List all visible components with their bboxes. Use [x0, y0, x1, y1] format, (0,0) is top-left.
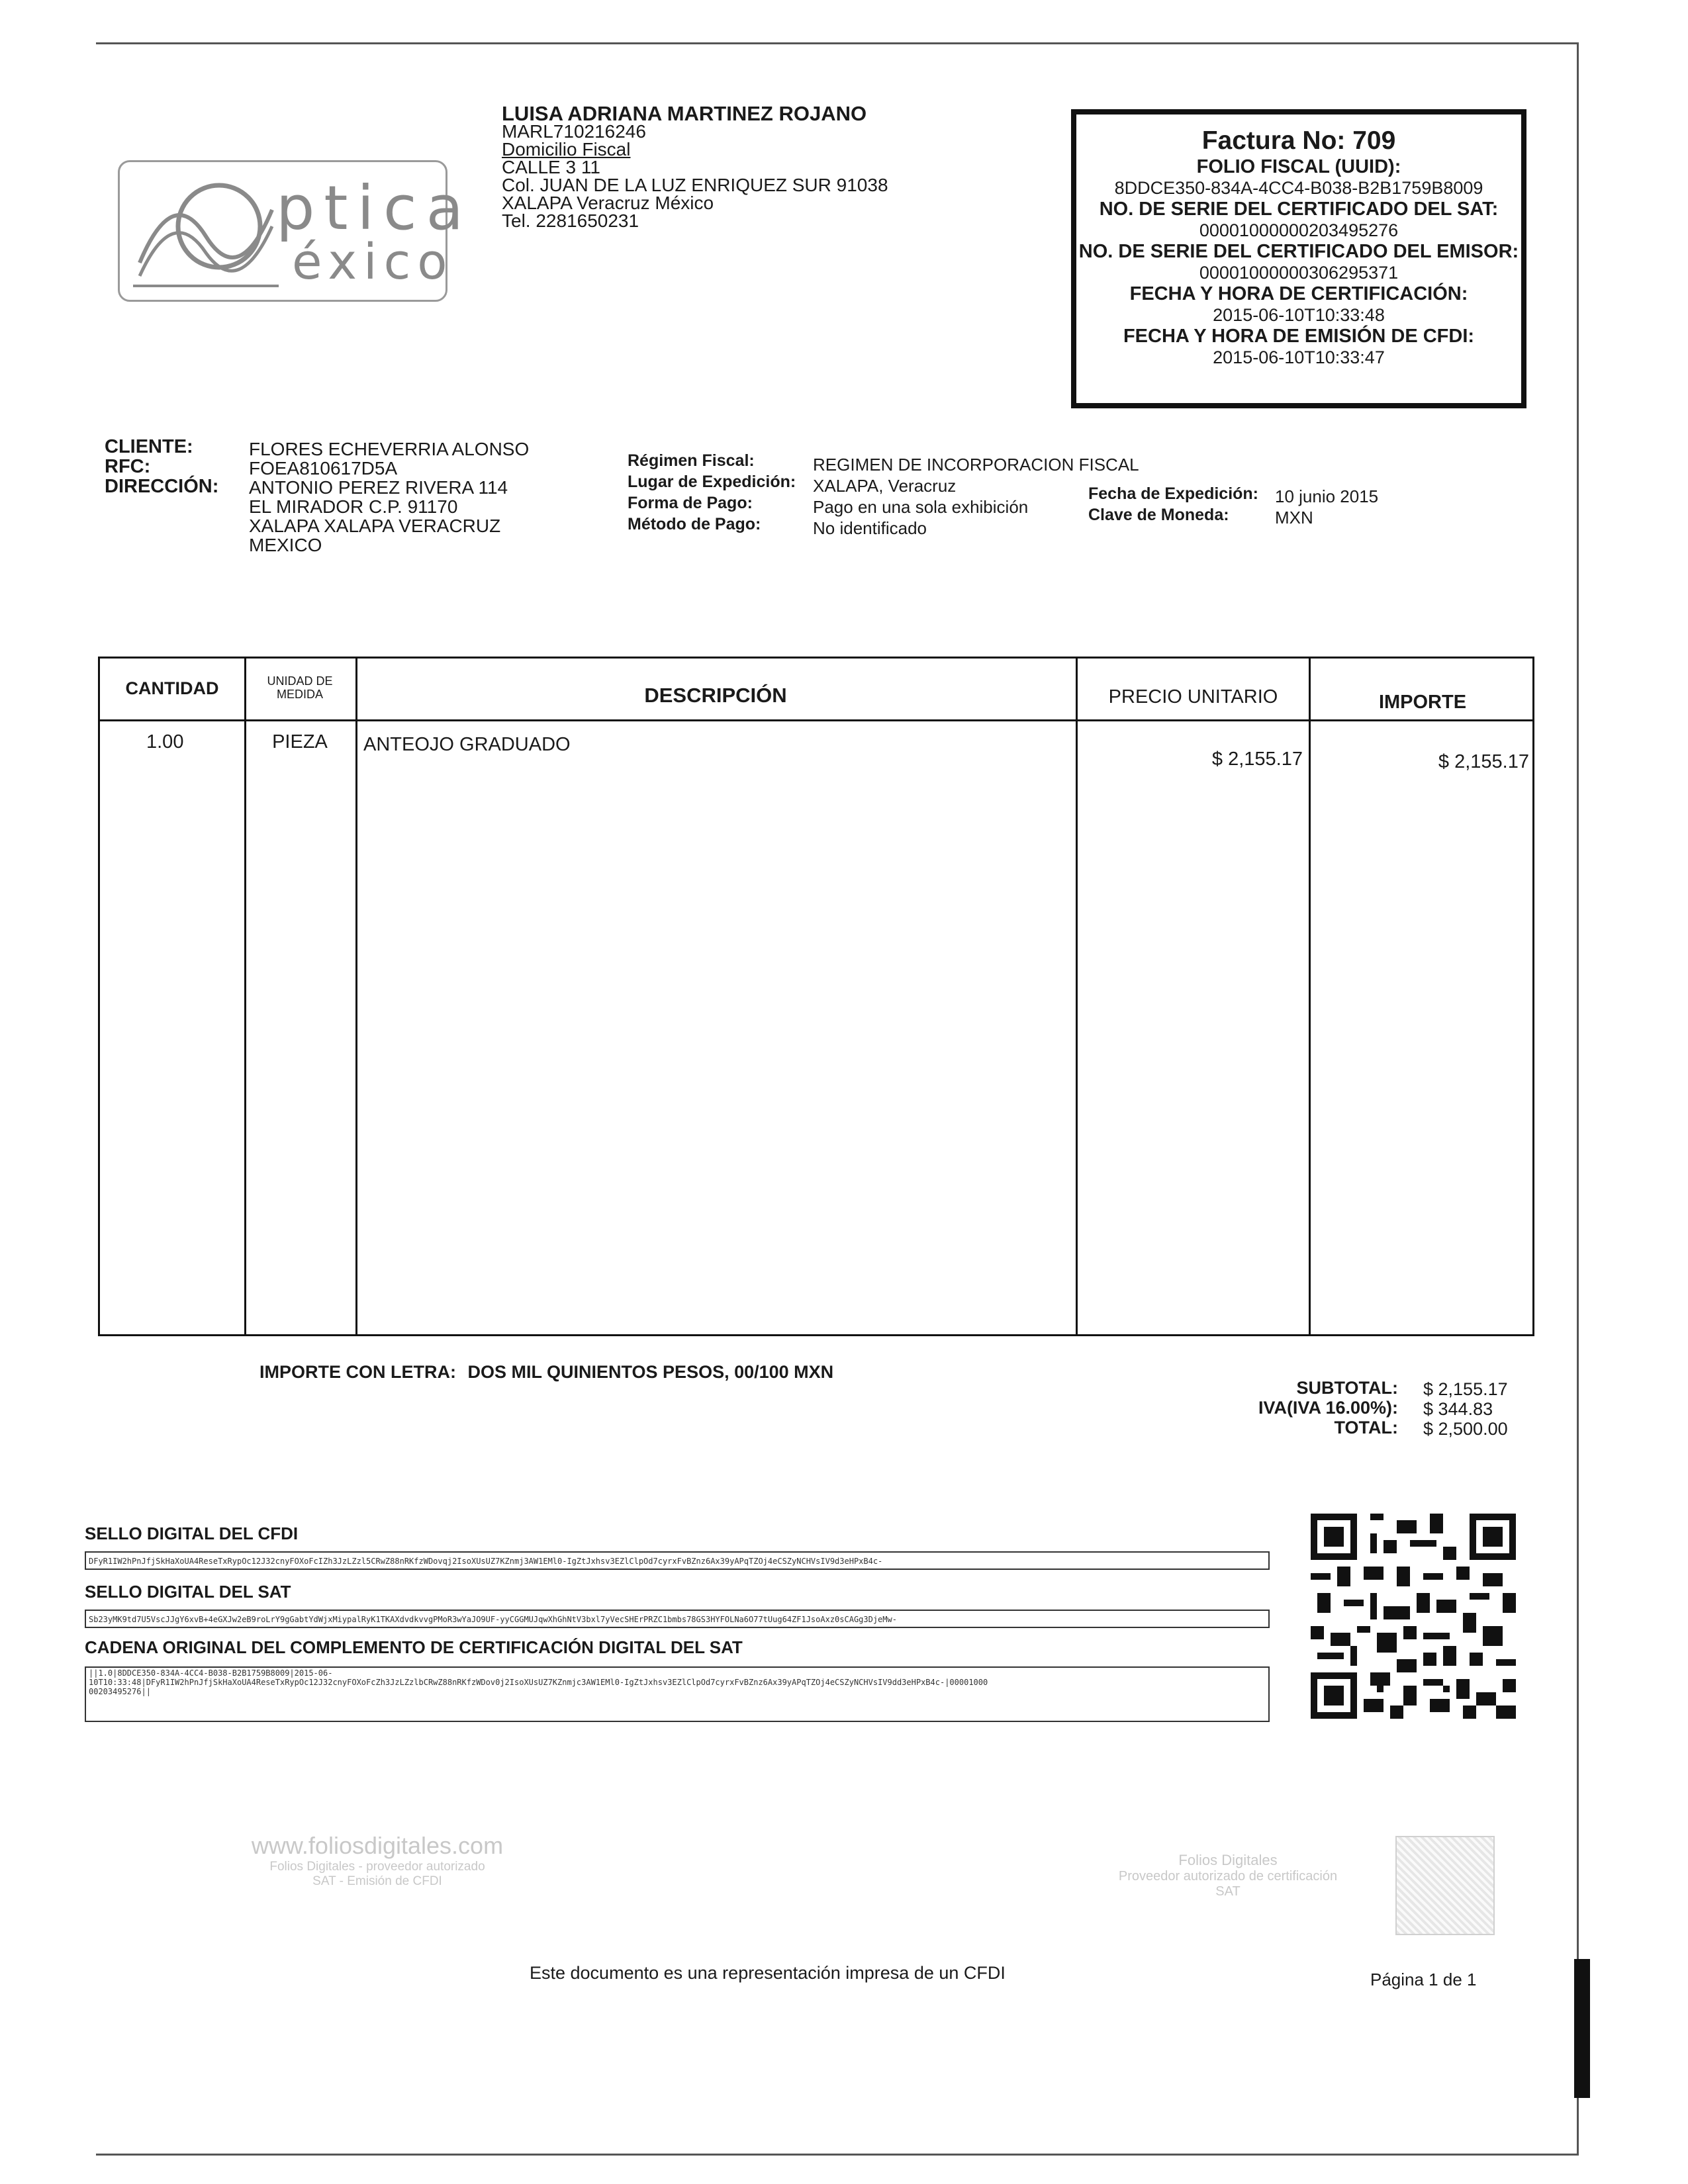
subtotal-value: $ 2,155.17: [1423, 1379, 1508, 1399]
fecha-expedicion-label: Fecha de Expedición:: [1088, 484, 1259, 503]
importe-letra-label: IMPORTE CON LETRA:: [259, 1362, 456, 1382]
iva-value: $ 344.83: [1423, 1399, 1493, 1419]
lugar-value: XALAPA, Veracruz: [813, 476, 957, 496]
optica-mexico-logo-icon: [126, 163, 285, 296]
watermark-left-line2: Folios Digitales - proveedor autorizado: [269, 1860, 485, 1874]
cliente-label: CLIENTE:: [105, 436, 193, 457]
metodo-label: Método de Pago:: [628, 515, 761, 533]
watermark-stamp-icon: [1395, 1836, 1495, 1935]
provider-watermark-left: [205, 1832, 549, 1889]
forma-value: Pago en una sola exhibición: [813, 497, 1029, 517]
table-header-divider: [100, 719, 1532, 721]
watermark-left-line3: SAT - Emisión de CFDI: [312, 1874, 442, 1888]
row-1-unidad: PIEZA: [272, 731, 328, 752]
fiscal-info-box: [1071, 109, 1526, 408]
meta-values-right: [1275, 486, 1378, 528]
folio-fiscal-label: FOLIO FISCAL (UUID):: [1196, 156, 1401, 177]
regimen-value: REGIMEN DE INCORPORACION FISCAL: [813, 455, 1139, 475]
header-unidad-line1: UNIDAD DE: [267, 674, 333, 688]
emitter-address-3: XALAPA Veracruz México: [502, 193, 714, 213]
watermark-right-line2: Proveedor autorizado de certificación: [1118, 1869, 1338, 1884]
col-divider-1: [244, 659, 246, 1334]
logo-text-optica: ptica: [276, 173, 473, 244]
rfc-label: RFC:: [105, 456, 151, 477]
watermark-left-line1: www.foliosdigitales.com: [251, 1832, 504, 1859]
forma-label: Forma de Pago:: [628, 494, 753, 512]
importe-letra-value: DOS MIL QUINIENTOS PESOS, 00/100 MXN: [467, 1362, 834, 1382]
client-address-3: XALAPA XALAPA VERACRUZ: [249, 516, 501, 536]
header-cantidad: CANTIDAD: [125, 678, 219, 698]
iva-label: IVA(IVA 16.00%):: [1258, 1398, 1398, 1418]
meta-labels-right: [1088, 483, 1258, 525]
row-1-precio: $ 2,155.17: [1211, 749, 1303, 770]
row-1-descripcion: ANTEOJO GRADUADO: [363, 734, 571, 755]
emitter-domicilio-label: Domicilio Fiscal: [502, 139, 631, 159]
watermark-right-line1: Folios Digitales: [1178, 1852, 1278, 1868]
items-table: [98, 657, 1534, 1336]
client-address-2: EL MIRADOR C.P. 91170: [249, 496, 458, 517]
client-address-1: ANTONIO PEREZ RIVERA 114: [249, 477, 508, 498]
sello-cfdi-value: DFyR1IW2hPnJfjSkHaXoUA4ReseTxRypOc12J32cnyFOXoFcIZh3JzLZzl5CRwZ88nRKfzWDovqj2IsoXUsUZ7KZnmj3AW1EMl0-IgZtJxhsv3EZlClpOd7cyrxFvBZnz6Ax39yAPqTZOj4eCSZyNCHVsIV9d3eHPxB4c-: [85, 1551, 1270, 1570]
subtotal-label: SUBTOTAL:: [1296, 1378, 1398, 1398]
row-1-importe: $ 2,155.17: [1438, 751, 1529, 772]
cadena-line-1: ||1.0|8DDCE350-834A-4CC4-B038-B2B1759B8009|2015-06-: [89, 1668, 333, 1678]
top-rule: [96, 42, 1579, 44]
row-1-cantidad: 1.00: [146, 731, 184, 752]
total-value: $ 2,500.00: [1423, 1419, 1508, 1439]
client-name: FLORES ECHEVERRIA ALONSO: [249, 439, 530, 459]
metodo-value: No identificado: [813, 518, 927, 538]
fecha-cert-label: FECHA Y HORA DE CERTIFICACIÓN:: [1129, 283, 1468, 304]
lugar-label: Lugar de Expedición:: [628, 473, 796, 491]
cert-sat-label: NO. DE SERIE DEL CERTIFICADO DEL SAT:: [1099, 199, 1499, 220]
clave-moneda-value: MXN: [1275, 508, 1313, 527]
cert-emisor-value: 00001000000306295371: [1199, 263, 1399, 283]
direccion-label: DIRECCIÓN:: [105, 476, 219, 497]
regimen-label: Régimen Fiscal:: [628, 451, 755, 470]
fecha-expedicion-value: 10 junio 2015: [1275, 486, 1379, 506]
sello-sat-label: SELLO DIGITAL DEL SAT: [85, 1582, 291, 1602]
totals-labels: [1192, 1378, 1398, 1437]
header-precio: PRECIO UNITARIO: [1108, 686, 1278, 707]
col-divider-2: [355, 659, 357, 1334]
sello-sat-value: Sb23yMK9td7U5VscJJgY6xvB+4eGXJw2eB9roLrY9gGabtYdWjxMiypalRyK1TKAXdvdkvvgPMoR3wYaJO9UF-yyCGGMUJqwXhGhNtV3bxl7yVecSHErPRZC1bmbs78GS3HYFOLNa6O77tUug64ZF1JsoAxz0sCAGg3DjeMw-: [85, 1610, 1270, 1628]
importe-letra: [259, 1362, 833, 1383]
cert-emisor-label: NO. DE SERIE DEL CERTIFICADO DEL EMISOR:: [1078, 241, 1519, 262]
invoice-number: Factura No: 709: [1201, 126, 1396, 155]
cadena-line-3: 00203495276||: [89, 1687, 151, 1696]
emitter-name: LUISA ADRIANA MARTINEZ ROJANO: [502, 102, 867, 125]
cert-sat-value: 00001000000203495276: [1199, 220, 1399, 240]
watermark-right-line3: SAT: [1215, 1884, 1241, 1899]
header-importe: IMPORTE: [1378, 692, 1467, 713]
scan-edge-mark: [1574, 1959, 1590, 2098]
emitter-phone: Tel. 2281650231: [502, 210, 639, 231]
folio-fiscal-value: 8DDCE350-834A-4CC4-B038-B2B1759B8009: [1114, 178, 1483, 198]
company-logo: [118, 160, 473, 302]
header-unidad-line2: MEDIDA: [276, 688, 323, 701]
qr-code-icon: [1311, 1512, 1516, 1721]
header-descripcion: DESCRIPCIÓN: [644, 684, 787, 707]
bottom-rule: [96, 2154, 1579, 2156]
emitter-address-1: CALLE 3 11: [502, 157, 600, 177]
logo-text-mexico: éxico: [292, 234, 454, 291]
cadena-label: CADENA ORIGINAL DEL COMPLEMENTO DE CERTIFICACIÓN DIGITAL DEL SAT: [85, 1637, 743, 1657]
provider-watermark-right: [1072, 1852, 1383, 1899]
header-unidad: [244, 674, 355, 701]
fecha-cert-value: 2015-06-10T10:33:48: [1213, 305, 1385, 325]
sello-cfdi-label: SELLO DIGITAL DEL CFDI: [85, 1524, 299, 1543]
client-values: [249, 439, 529, 555]
client-rfc: FOEA810617D5A: [249, 458, 398, 478]
fecha-emision-label: FECHA Y HORA DE EMISIÓN DE CFDI:: [1123, 326, 1475, 347]
client-address-4: MEXICO: [249, 535, 322, 555]
emitter-address-2: Col. JUAN DE LA LUZ ENRIQUEZ SUR 91038: [502, 175, 888, 195]
right-rule: [1577, 42, 1579, 2154]
client-labels: [105, 437, 218, 496]
clave-moneda-label: Clave de Moneda:: [1088, 506, 1229, 524]
emitter-rfc: MARL710216246: [502, 121, 646, 142]
totals-values: [1423, 1379, 1508, 1439]
cadena-line-2: 10T10:33:48|DFyR1IW2hPnJfjSkHaXoUA4ReseTxRypOc12J32cnyFOXoFcZh3JzLZzlbCRwZ88nRKfzWDov0j2IsoXUsUZ7KZnmjc3AW1EMl0-IgZtJxhsv3EZlClpOd7cyrxFvBZnz6Ax39yAPqTZOj4eCSZyNCHVsIV9dd3eHPxB4c-|00001000: [89, 1678, 988, 1687]
cadena-box: [85, 1666, 1270, 1722]
emitter-block: [502, 102, 888, 231]
cfdi-representation-note: Este documento es una representación impresa de un CFDI: [530, 1963, 1006, 1983]
fecha-emision-value: 2015-06-10T10:33:47: [1213, 347, 1385, 367]
page-number: Página 1 de 1: [1370, 1970, 1477, 1989]
meta-labels: [628, 450, 796, 535]
total-label: TOTAL:: [1334, 1418, 1398, 1437]
